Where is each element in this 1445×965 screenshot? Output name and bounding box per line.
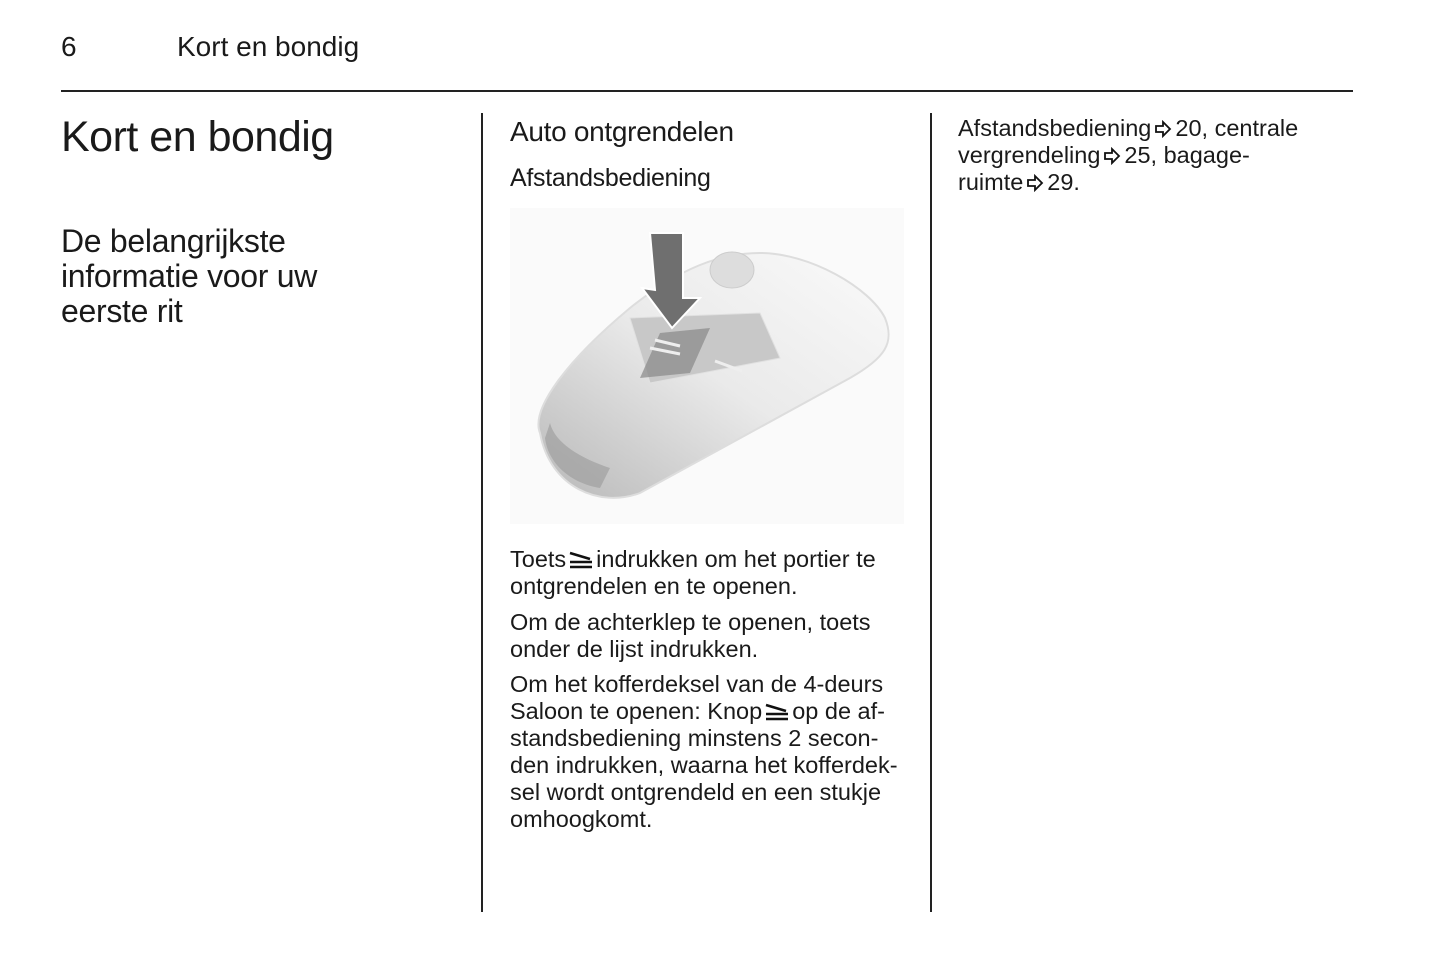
text: omhoogkomt.	[510, 806, 653, 832]
page-reference-arrow-icon[interactable]	[1153, 120, 1173, 138]
text: Toets	[510, 546, 567, 572]
paragraph-tailgate	[510, 609, 871, 663]
subheading-afstandsbediening: Afstandsbediening	[510, 164, 711, 192]
remote-key-illustration	[510, 208, 904, 524]
heading-auto-ontgrendelen: Auto ontgrendelen	[510, 116, 734, 147]
text: Om de achterklep te openen, toets	[510, 609, 871, 635]
text: sel wordt ontgrendeld en een stukje	[510, 779, 882, 805]
text: Saloon te openen: Knop	[510, 698, 763, 724]
text: ontgrendelen en te openen.	[510, 573, 798, 599]
column-divider	[481, 113, 483, 912]
reference-link[interactable]: 20, centrale	[1175, 115, 1299, 141]
reference-link[interactable]: 29.	[1047, 169, 1080, 195]
column-divider	[930, 113, 932, 912]
chapter-title: Kort en bondig	[61, 113, 334, 161]
page-number: 6	[61, 31, 77, 62]
text: op de af-	[792, 698, 885, 724]
section-title-line: eerste rit	[61, 293, 183, 329]
text: Om het kofferdeksel van de 4-deurs	[510, 671, 884, 697]
text: standsbediening minstens 2 secon-	[510, 725, 879, 751]
cross-references	[958, 115, 1298, 196]
paragraph-unlock-door	[510, 546, 876, 600]
text: den indrukken, waarna het kofferdek-	[510, 752, 898, 778]
unlock-button-icon	[764, 701, 790, 721]
text: ruimte	[958, 169, 1024, 195]
page-reference-arrow-icon[interactable]	[1025, 174, 1045, 192]
reference-link[interactable]: 25, bagage-	[1124, 142, 1250, 168]
page-reference-arrow-icon[interactable]	[1102, 147, 1122, 165]
running-title: Kort en bondig	[177, 31, 360, 62]
text: indrukken om het portier te	[596, 546, 876, 572]
section-title-line: informatie voor uw	[61, 258, 318, 294]
section-title	[61, 224, 317, 329]
unlock-button-icon	[568, 549, 594, 569]
paragraph-saloon-trunk	[510, 671, 898, 833]
text: onder de lijst indrukken.	[510, 636, 759, 662]
section-title-line: De belangrijkste	[61, 223, 286, 259]
text: vergrendeling	[958, 142, 1101, 168]
text: Afstandsbediening	[958, 115, 1152, 141]
header-rule	[61, 90, 1353, 92]
